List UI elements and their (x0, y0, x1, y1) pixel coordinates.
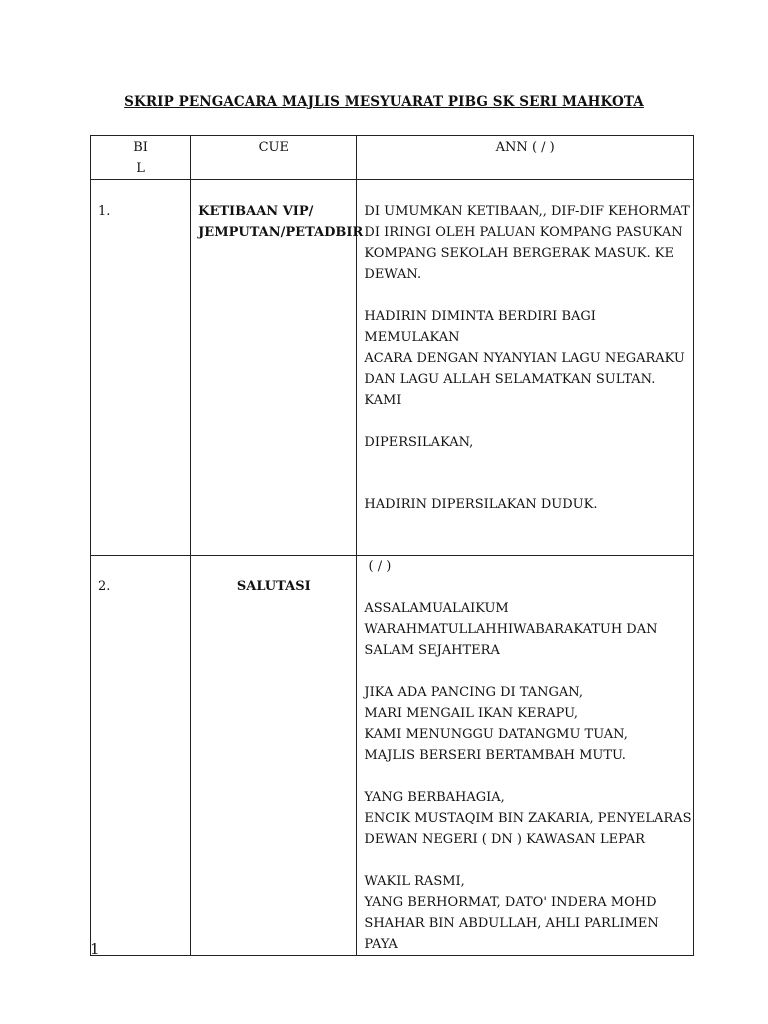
row2-ann-text: SALAM SEJAHTERA (364, 643, 500, 658)
row1-ann-text: DEWAN. (364, 267, 422, 282)
row2-ann-text: YANG BERHORMAT, DATO' INDERA MOHD (364, 895, 657, 910)
document-title: SKRIP PENGACARA MAJLIS MESYUARAT PIBG SK SERI MAHKOTA (124, 94, 644, 110)
table-row (91, 180, 694, 556)
row1-cue-line1: KETIBAAN VIP/ (198, 204, 314, 219)
row1-ann-text: DIPERSILAKAN, (364, 435, 474, 450)
header-ann: ANN ( / ) (357, 136, 694, 180)
table-header-row (91, 136, 694, 180)
row1-ann-text: DI IRINGI OLEH PALUAN KOMPANG PASUKAN (364, 225, 683, 240)
row2-ann-text: YANG BERBAHAGIA, (364, 790, 505, 805)
header-cue: CUE (191, 136, 357, 180)
row2-ann-text: WAKIL RASMI, (364, 874, 465, 889)
row2-bil-cell (91, 556, 191, 956)
row2-ann-text: SHAHAR BIN ABDULLAH, AHLI PARLIMEN PAYA (364, 916, 659, 952)
row1-ann-text: DAN LAGU ALLAH SELAMATKAN SULTAN. KAMI (364, 372, 656, 408)
row2-ann-text: MAJLIS BERSERI BERTAMBAH MUTU. (364, 748, 626, 763)
row1-bil-cell (91, 180, 191, 556)
page-number: 1 (90, 940, 100, 958)
header-bil-cell (91, 136, 191, 180)
row2-ann-text: ASSALAMUALAIKUM (364, 601, 509, 616)
row2-ann-cell (357, 556, 694, 956)
row2-cue-cell (191, 556, 357, 956)
row2-ann-text: DEWAN NEGERI ( DN ) KAWASAN LEPAR (364, 832, 645, 847)
header-bil-line1: BI (133, 140, 148, 155)
row1-ann-text: HADIRIN DIMINTA BERDIRI BAGI MEMULAKAN (364, 309, 596, 345)
row2-bil: 2. (98, 579, 111, 594)
row2-ann-text: ENCIK MUSTAQIM BIN ZAKARIA, PENYELARAS (364, 811, 692, 826)
row2-ann-text: JIKA ADA PANCING DI TANGAN, (364, 685, 583, 700)
row1-ann-text: ACARA DENGAN NYANYIAN LAGU NEGARAKU (364, 351, 685, 366)
row1-ann-text: DI UMUMKAN KETIBAAN,, DIF-DIF KEHORMAT (364, 204, 690, 219)
row2-ann-mark: ( / ) (364, 559, 392, 574)
row1-ann-text: HADIRIN DIPERSILAKAN DUDUK. (364, 497, 598, 512)
row2-ann-text: WARAHMATULLAHHIWABARAKATUH DAN (364, 622, 658, 637)
header-bil-line2: L (136, 161, 145, 176)
row1-cue-line2: JEMPUTAN/PETADBIR (198, 225, 364, 240)
row2-ann-text: MARI MENGAIL IKAN KERAPU, (364, 706, 579, 721)
row1-ann-text: KOMPANG SEKOLAH BERGERAK MASUK. KE (364, 246, 674, 261)
row2-cue: SALUTASI (236, 579, 311, 594)
row1-ann-cell (357, 180, 694, 556)
script-table (90, 135, 694, 956)
table-row (91, 556, 694, 956)
row2-ann-text: KAMI MENUNGGU DATANGMU TUAN, (364, 727, 628, 742)
row1-bil: 1. (98, 204, 111, 219)
row1-cue-cell (191, 180, 364, 556)
